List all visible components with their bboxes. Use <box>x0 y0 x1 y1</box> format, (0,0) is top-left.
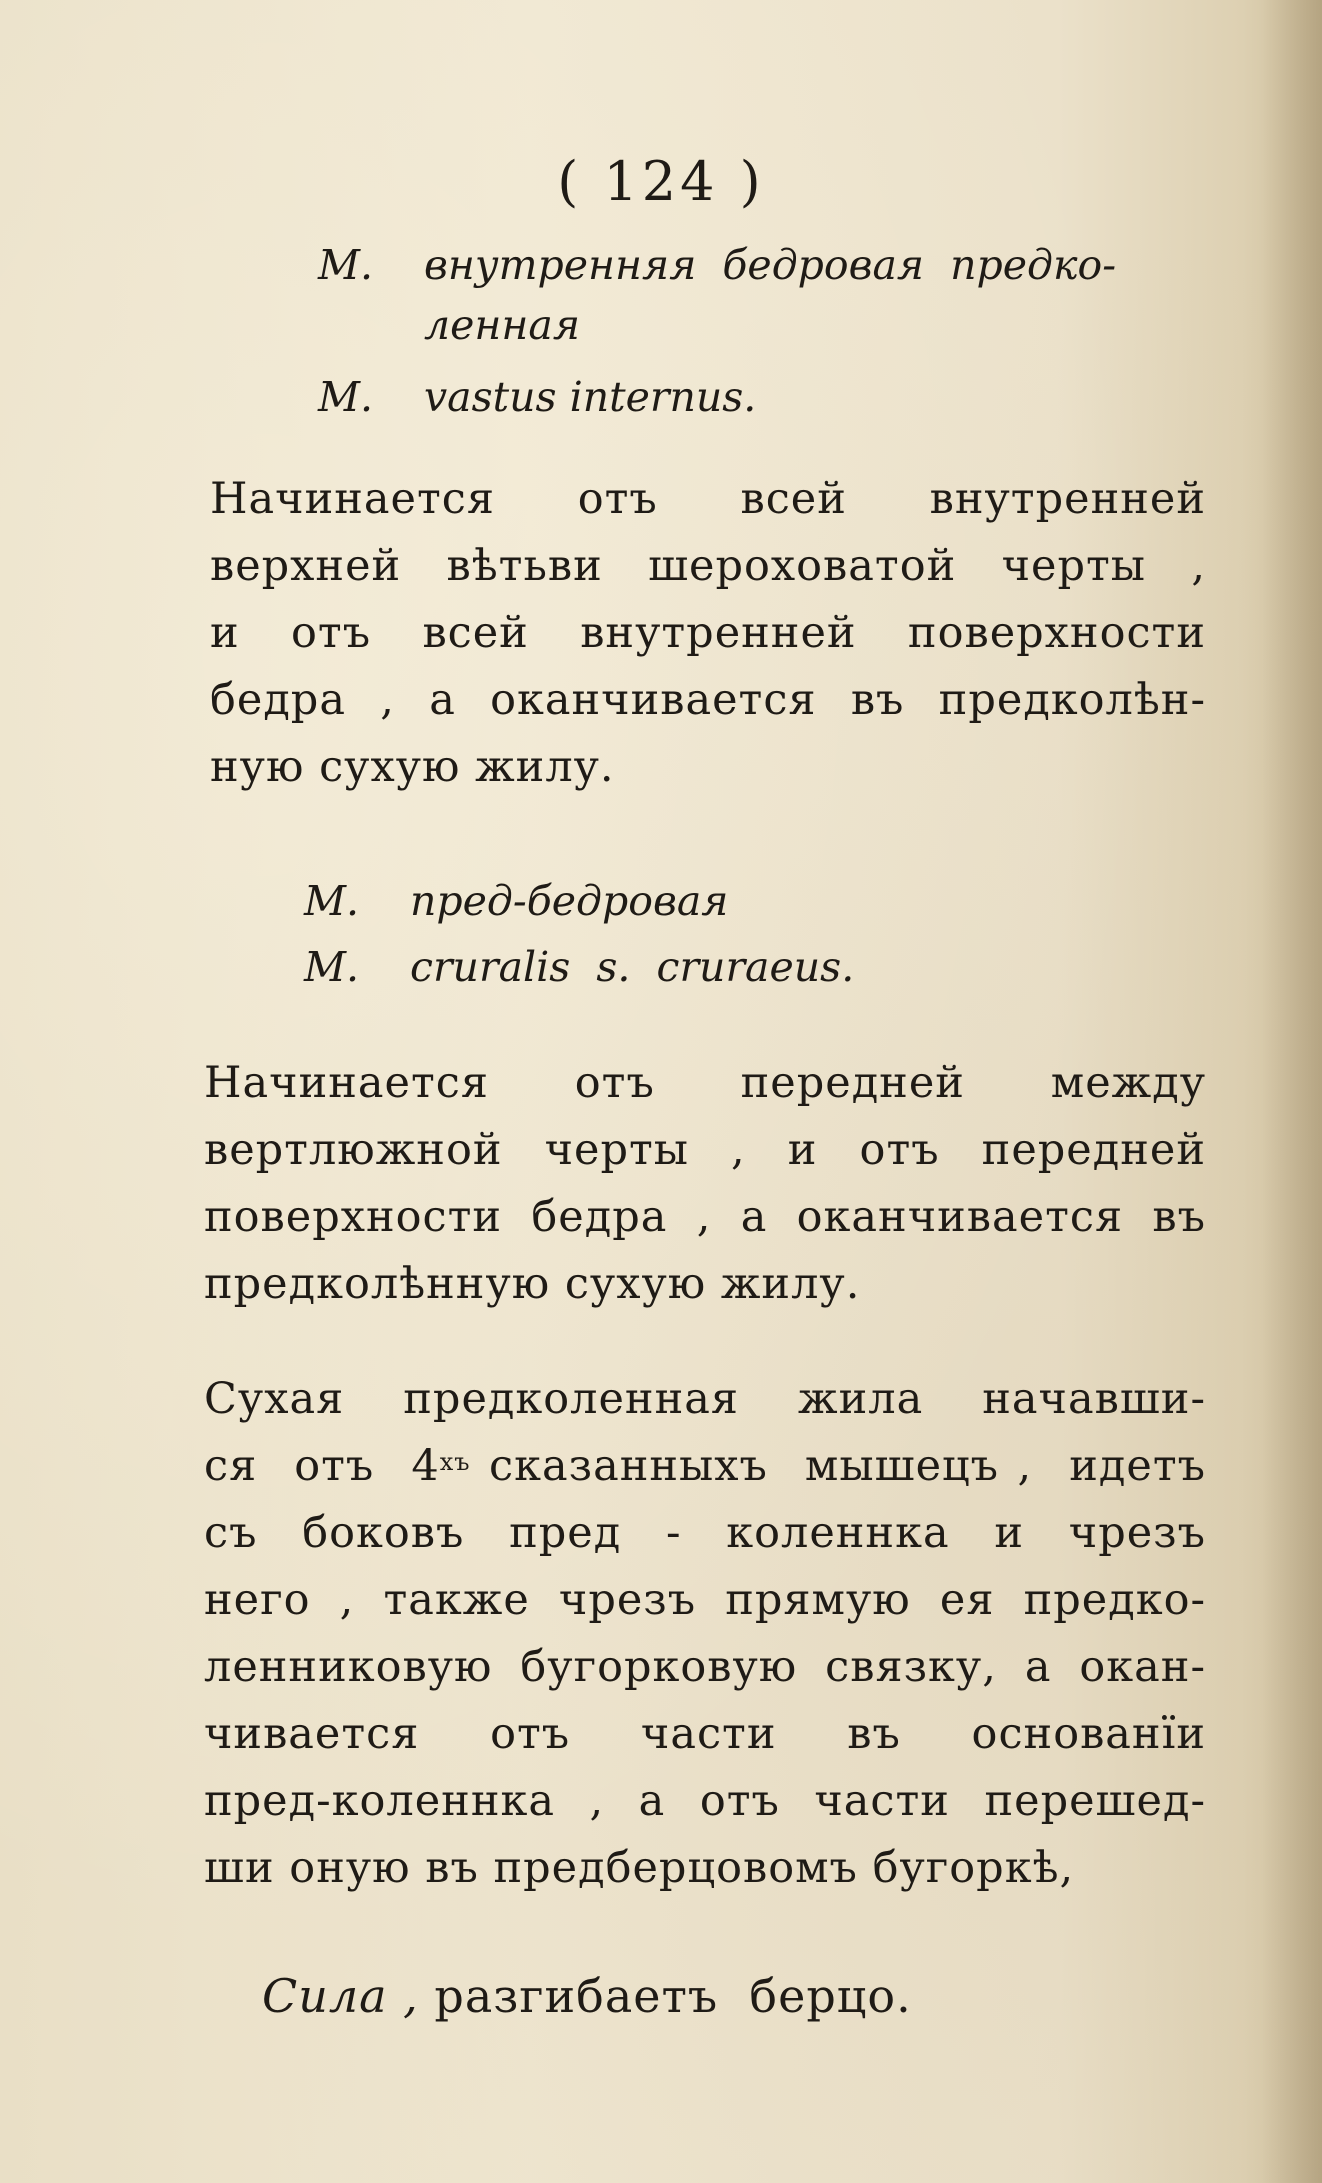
spine-shadow <box>1262 0 1322 2183</box>
muscle-1-latin: vastus internus. <box>424 373 757 421</box>
force-label: Сила , <box>262 1969 419 2023</box>
muscle-2-heading <box>304 874 1004 994</box>
paragraph-1-line: Начинается отъ всей внутренней <box>210 474 1206 524</box>
paragraph-3-line <box>204 1433 1206 1500</box>
force-text: разгибаетъ берцо. <box>434 1969 912 2023</box>
muscle-1-prefix: M. <box>318 241 374 289</box>
paragraph-2-line: предколѣнную сухую жилу. <box>204 1259 861 1309</box>
superscript: хъ <box>439 1448 471 1476</box>
paragraph-2-line: Начинается отъ передней между <box>204 1058 1206 1108</box>
paragraph-3 <box>204 1366 1206 1902</box>
paragraph-2-line: поверхности бедра , а оканчивается въ <box>204 1192 1206 1242</box>
muscle-2-prefix: M. <box>304 877 360 925</box>
muscle-1-title-line <box>318 238 1210 292</box>
muscle-2-title-line <box>304 874 1004 928</box>
paragraph-1-line: ную сухую жилу. <box>210 742 615 792</box>
muscle-1-latin-line <box>318 370 1210 424</box>
paragraph-3-line2-end: сказанныхъ мышецъ , идетъ <box>470 1441 1206 1491</box>
paragraph-1-line: верхней вѣтьви шероховатой черты , <box>210 541 1206 591</box>
muscle-1-title-continuation: ленная <box>424 301 580 349</box>
paragraph-1-line: бедра , а оканчивается въ предколѣн- <box>210 675 1206 725</box>
page-number: ( 124 ) <box>557 150 765 213</box>
paragraph-3-line: Сухая предколенная жила начавши- <box>204 1374 1206 1424</box>
paragraph-2-line: вертлюжной черты , и отъ передней <box>204 1125 1206 1175</box>
paragraph-1 <box>210 466 1206 801</box>
muscle-1-latin-prefix: M. <box>318 373 374 421</box>
paragraph-3-line: чивается отъ части въ основанїи <box>204 1709 1206 1759</box>
paragraph-3-line: пред-коленнка , а отъ части перешед- <box>204 1776 1206 1826</box>
paragraph-3-line: ленниковую бугорковую связку, а окан- <box>204 1642 1206 1692</box>
paragraph-1-line: и отъ всей внутренней поверхности <box>210 608 1206 658</box>
paragraph-3-line: него , также чрезъ прямую ея предко- <box>204 1575 1206 1625</box>
muscle-2-latin: cruralis s. cruraeus. <box>410 943 855 991</box>
paragraph-3-line: съ боковъ пред - коленнка и чрезъ <box>204 1508 1206 1558</box>
muscle-2-title: пред-бедровая <box>410 877 729 925</box>
paragraph-3-line: ши оную въ предберцовомъ бугоркѣ, <box>204 1843 1075 1893</box>
force-line <box>262 1966 1162 2026</box>
muscle-2-latin-prefix: M. <box>304 943 360 991</box>
muscle-2-latin-line <box>304 940 1004 994</box>
muscle-1-title: внутренняя бедровая предко- <box>424 241 1117 289</box>
paragraph-2 <box>204 1050 1206 1318</box>
muscle-1-heading <box>318 238 1210 424</box>
paragraph-3-line2-start: ся отъ 4 <box>204 1441 440 1491</box>
